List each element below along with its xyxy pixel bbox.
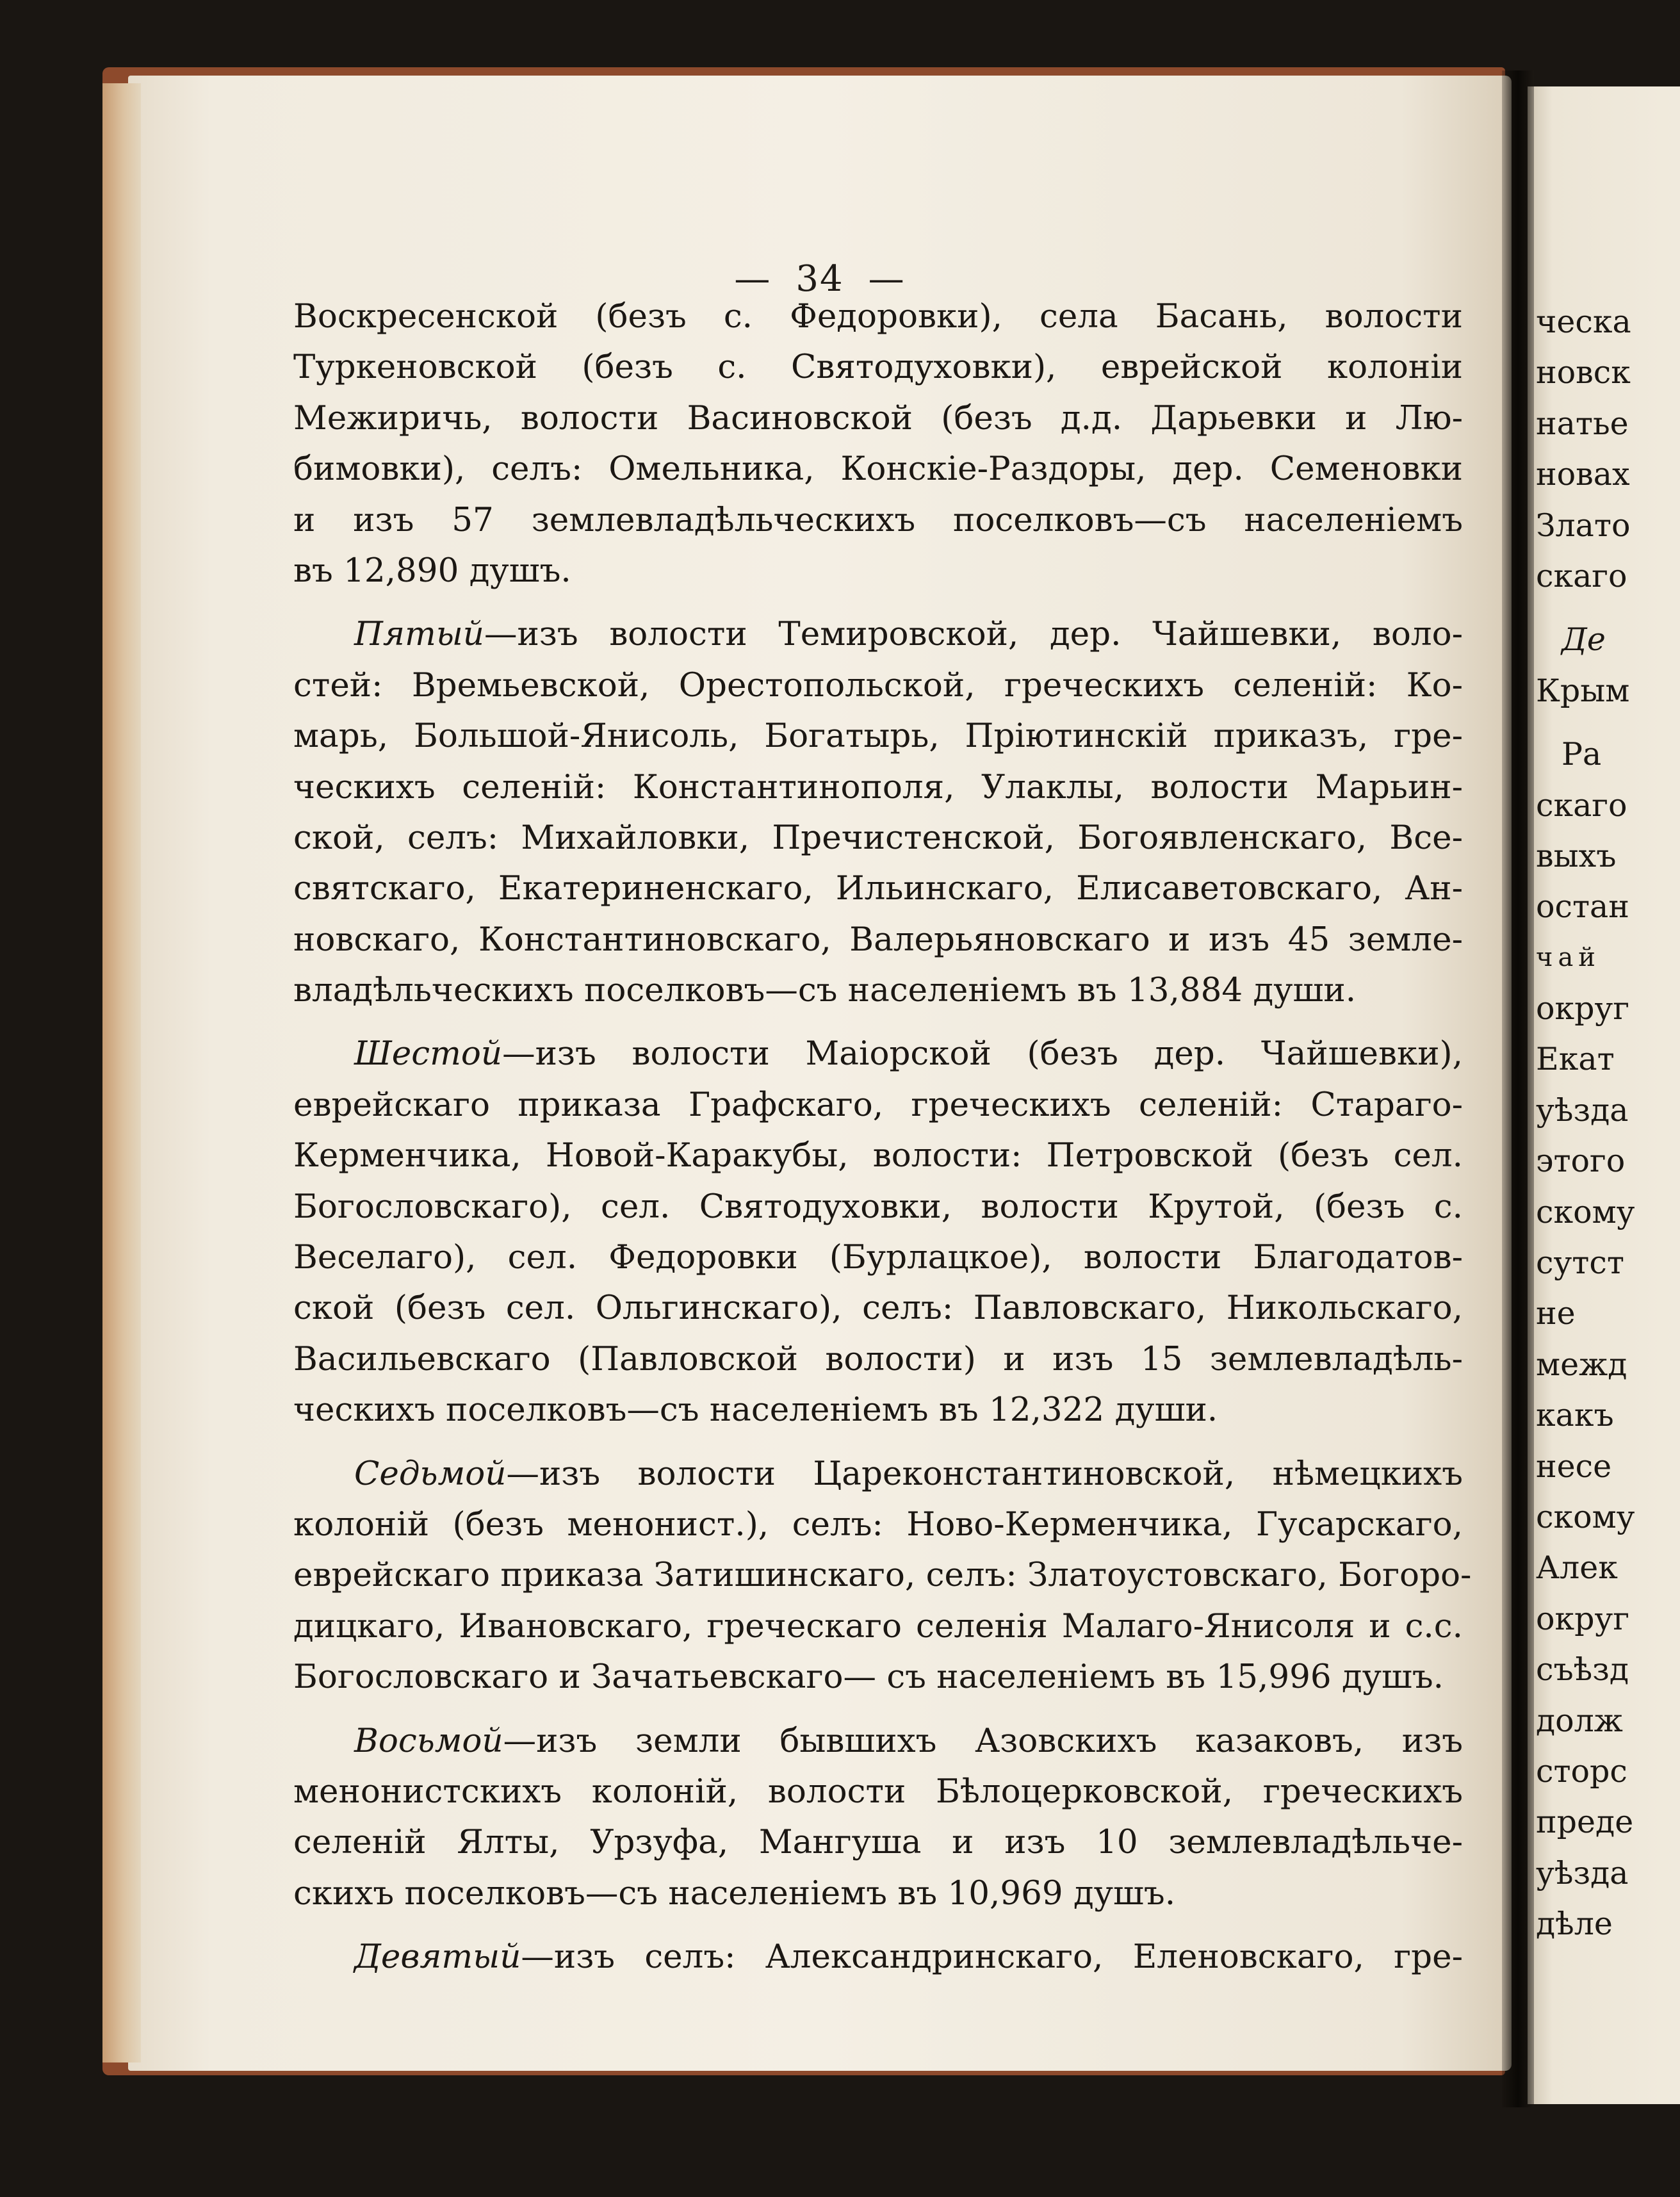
right-page-line: Злато	[1536, 507, 1631, 544]
paragraph-first-line	[293, 1449, 1463, 1499]
right-page-line: округ	[1536, 1600, 1629, 1637]
text-line: марь, Большой-Янисоль, Богатырь, Пріютинскій приказъ, гре-	[293, 717, 1463, 756]
text-fragment: —изъ волости Маіорской (безъ дер. Чайшевки),	[502, 1034, 1463, 1074]
right-page-line: скаго	[1536, 557, 1627, 594]
text-line: владѣльческихъ поселковъ—съ населеніемъ въ 13,884 души.	[293, 971, 1357, 1010]
section-heading: Шестой	[354, 1034, 503, 1074]
text-fragment: —изъ волости Темировской, дер. Чайшевки, воло-	[484, 615, 1463, 654]
text-line: Богословскаго), сел. Святодуховки, волости Крутой, (безъ с.	[293, 1187, 1463, 1226]
paragraph-first-line	[293, 1716, 1463, 1767]
right-page-line: межд	[1536, 1346, 1627, 1383]
right-page-line: ческа	[1536, 304, 1631, 340]
right-page-line: этого	[1536, 1143, 1626, 1180]
right-page-line: округ	[1536, 990, 1629, 1027]
text-line: скихъ поселковъ—съ населеніемъ въ 10,969 душъ.	[293, 1874, 1176, 1913]
text-line: Богословскаго и Зачатьевскаго— съ населеніемъ въ 15,996 душъ.	[293, 1658, 1444, 1697]
section-heading: Пятый	[354, 615, 484, 654]
right-page-line: новах	[1536, 456, 1630, 493]
paragraph-first-line	[293, 1932, 1463, 1982]
text-line: стей: Времьевской, Орестопольской, греческихъ селеній: Ко-	[293, 666, 1463, 705]
header-dash-left: —	[734, 258, 772, 300]
right-page-line: Екат	[1536, 1041, 1615, 1078]
right-page-line: Крым	[1536, 672, 1630, 709]
text-line: колоній (безъ менонист.), селъ: Ново-Керменчика, Гусарскаго,	[293, 1505, 1463, 1544]
text-line: бимовки), селъ: Омельника, Конскіе-Раздоры, дер. Семеновки	[293, 450, 1463, 489]
text-line: въ 12,890 душъ.	[293, 551, 571, 590]
right-page-line: не	[1536, 1295, 1576, 1332]
right-page-line: сторс	[1536, 1752, 1627, 1790]
right-page-line: выхъ	[1536, 837, 1617, 874]
text-line: дицкаго, Ивановскаго, греческаго селенія Малаго-Янисоля и с.с.	[293, 1606, 1463, 1646]
right-page-line: несе	[1536, 1448, 1612, 1485]
text-line: Васильевскаго (Павловской волости) и изъ 15 землевладѣль-	[293, 1339, 1463, 1378]
page-number: 34	[795, 258, 844, 300]
body-text	[293, 291, 1472, 1983]
text-line: еврейскаго приказа Графскаго, греческихъ селеній: Стараго-	[293, 1085, 1463, 1124]
gutter-shadow	[1502, 70, 1534, 2107]
text-line: ской, селъ: Михайловки, Пречистенской, Богоявленскаго, Все-	[293, 818, 1463, 857]
text-fragment: —изъ селъ: Александринскаго, Еленовскаго, гре-	[521, 1938, 1463, 1977]
text-line: селеній Ялты, Урзуфа, Мангуша и изъ 10 землевладѣльче-	[293, 1823, 1463, 1862]
right-page-line: чай	[1536, 942, 1601, 972]
text-fragment: —изъ волости Цареконстантиновской, нѣмецкихъ	[506, 1454, 1463, 1493]
right-page-line: натье	[1536, 405, 1629, 442]
right-page-line: скаго	[1536, 787, 1627, 824]
right-page-line: преде	[1536, 1804, 1634, 1841]
right-page-line: скому	[1536, 1498, 1635, 1535]
text-fragment: —изъ земли бывшихъ Азовскихъ казаковъ, изъ	[503, 1721, 1463, 1760]
right-page-line: уѣзда	[1536, 1091, 1629, 1129]
text-line: и изъ 57 землевладѣльческихъ поселковъ—съ населеніемъ	[293, 500, 1463, 539]
page-stack-edge	[102, 83, 141, 2062]
text-line: менонистскихъ колоній, волости Бѣлоцерковской, греческихъ	[293, 1772, 1463, 1811]
text-line: Межиричь, волости Васиновской (безъ д.д. Дарьевки и Лю-	[293, 398, 1463, 437]
right-page-line: новск	[1536, 354, 1631, 391]
right-page-line: долж	[1536, 1702, 1623, 1739]
text-line: Туркеновской (безъ с. Святодуховки), еврейской колоніи	[293, 348, 1463, 387]
section-heading: Седьмой	[354, 1454, 507, 1493]
text-line: Веселаго), сел. Федоровки (Бурлацкое), волости Благодатов-	[293, 1238, 1463, 1277]
right-page-line: уѣзда	[1536, 1854, 1629, 1891]
right-page-line: Де	[1562, 621, 1606, 658]
text-line: новскаго, Константиновскаго, Валерьяновскаго и изъ 45 земле-	[293, 920, 1463, 959]
section-heading: Девятый	[354, 1938, 521, 1977]
right-page-line: Ра	[1562, 736, 1602, 773]
paragraph-first-line	[293, 1029, 1463, 1079]
text-line: еврейскаго приказа Затишинскаго, селъ: Златоустовскаго, Богоро-	[293, 1556, 1472, 1595]
right-page-line: какъ	[1536, 1397, 1614, 1434]
right-page-line: остан	[1536, 888, 1629, 926]
right-page-line: сутст	[1536, 1245, 1624, 1282]
right-page-line: Алек	[1536, 1549, 1618, 1587]
text-line: святскаго, Екатериненскаго, Ильинскаго, Елисаветовскаго, Ан-	[293, 869, 1463, 908]
text-line: Воскресенской (безъ с. Федоровки), села Басань, волости	[293, 297, 1463, 336]
header-dash-right: —	[868, 258, 906, 300]
right-page-line: дѣле	[1536, 1906, 1613, 1943]
right-page-line: съѣзд	[1536, 1651, 1629, 1688]
text-line: ческихъ поселковъ—съ населеніемъ въ 12,322 души.	[293, 1391, 1218, 1430]
right-page-line: скому	[1536, 1193, 1635, 1230]
right-page-text	[1536, 297, 1635, 1950]
paragraph-first-line	[293, 609, 1463, 660]
text-line: ской (безъ сел. Ольгинскаго), селъ: Павловскаго, Никольскаго,	[293, 1289, 1463, 1328]
text-line: ческихъ селеній: Константинополя, Улаклы, волости Марьин-	[293, 767, 1463, 806]
section-heading: Восьмой	[354, 1721, 503, 1760]
text-line: Керменчика, Новой-Каракубы, волости: Петровской (безъ сел.	[293, 1136, 1463, 1175]
